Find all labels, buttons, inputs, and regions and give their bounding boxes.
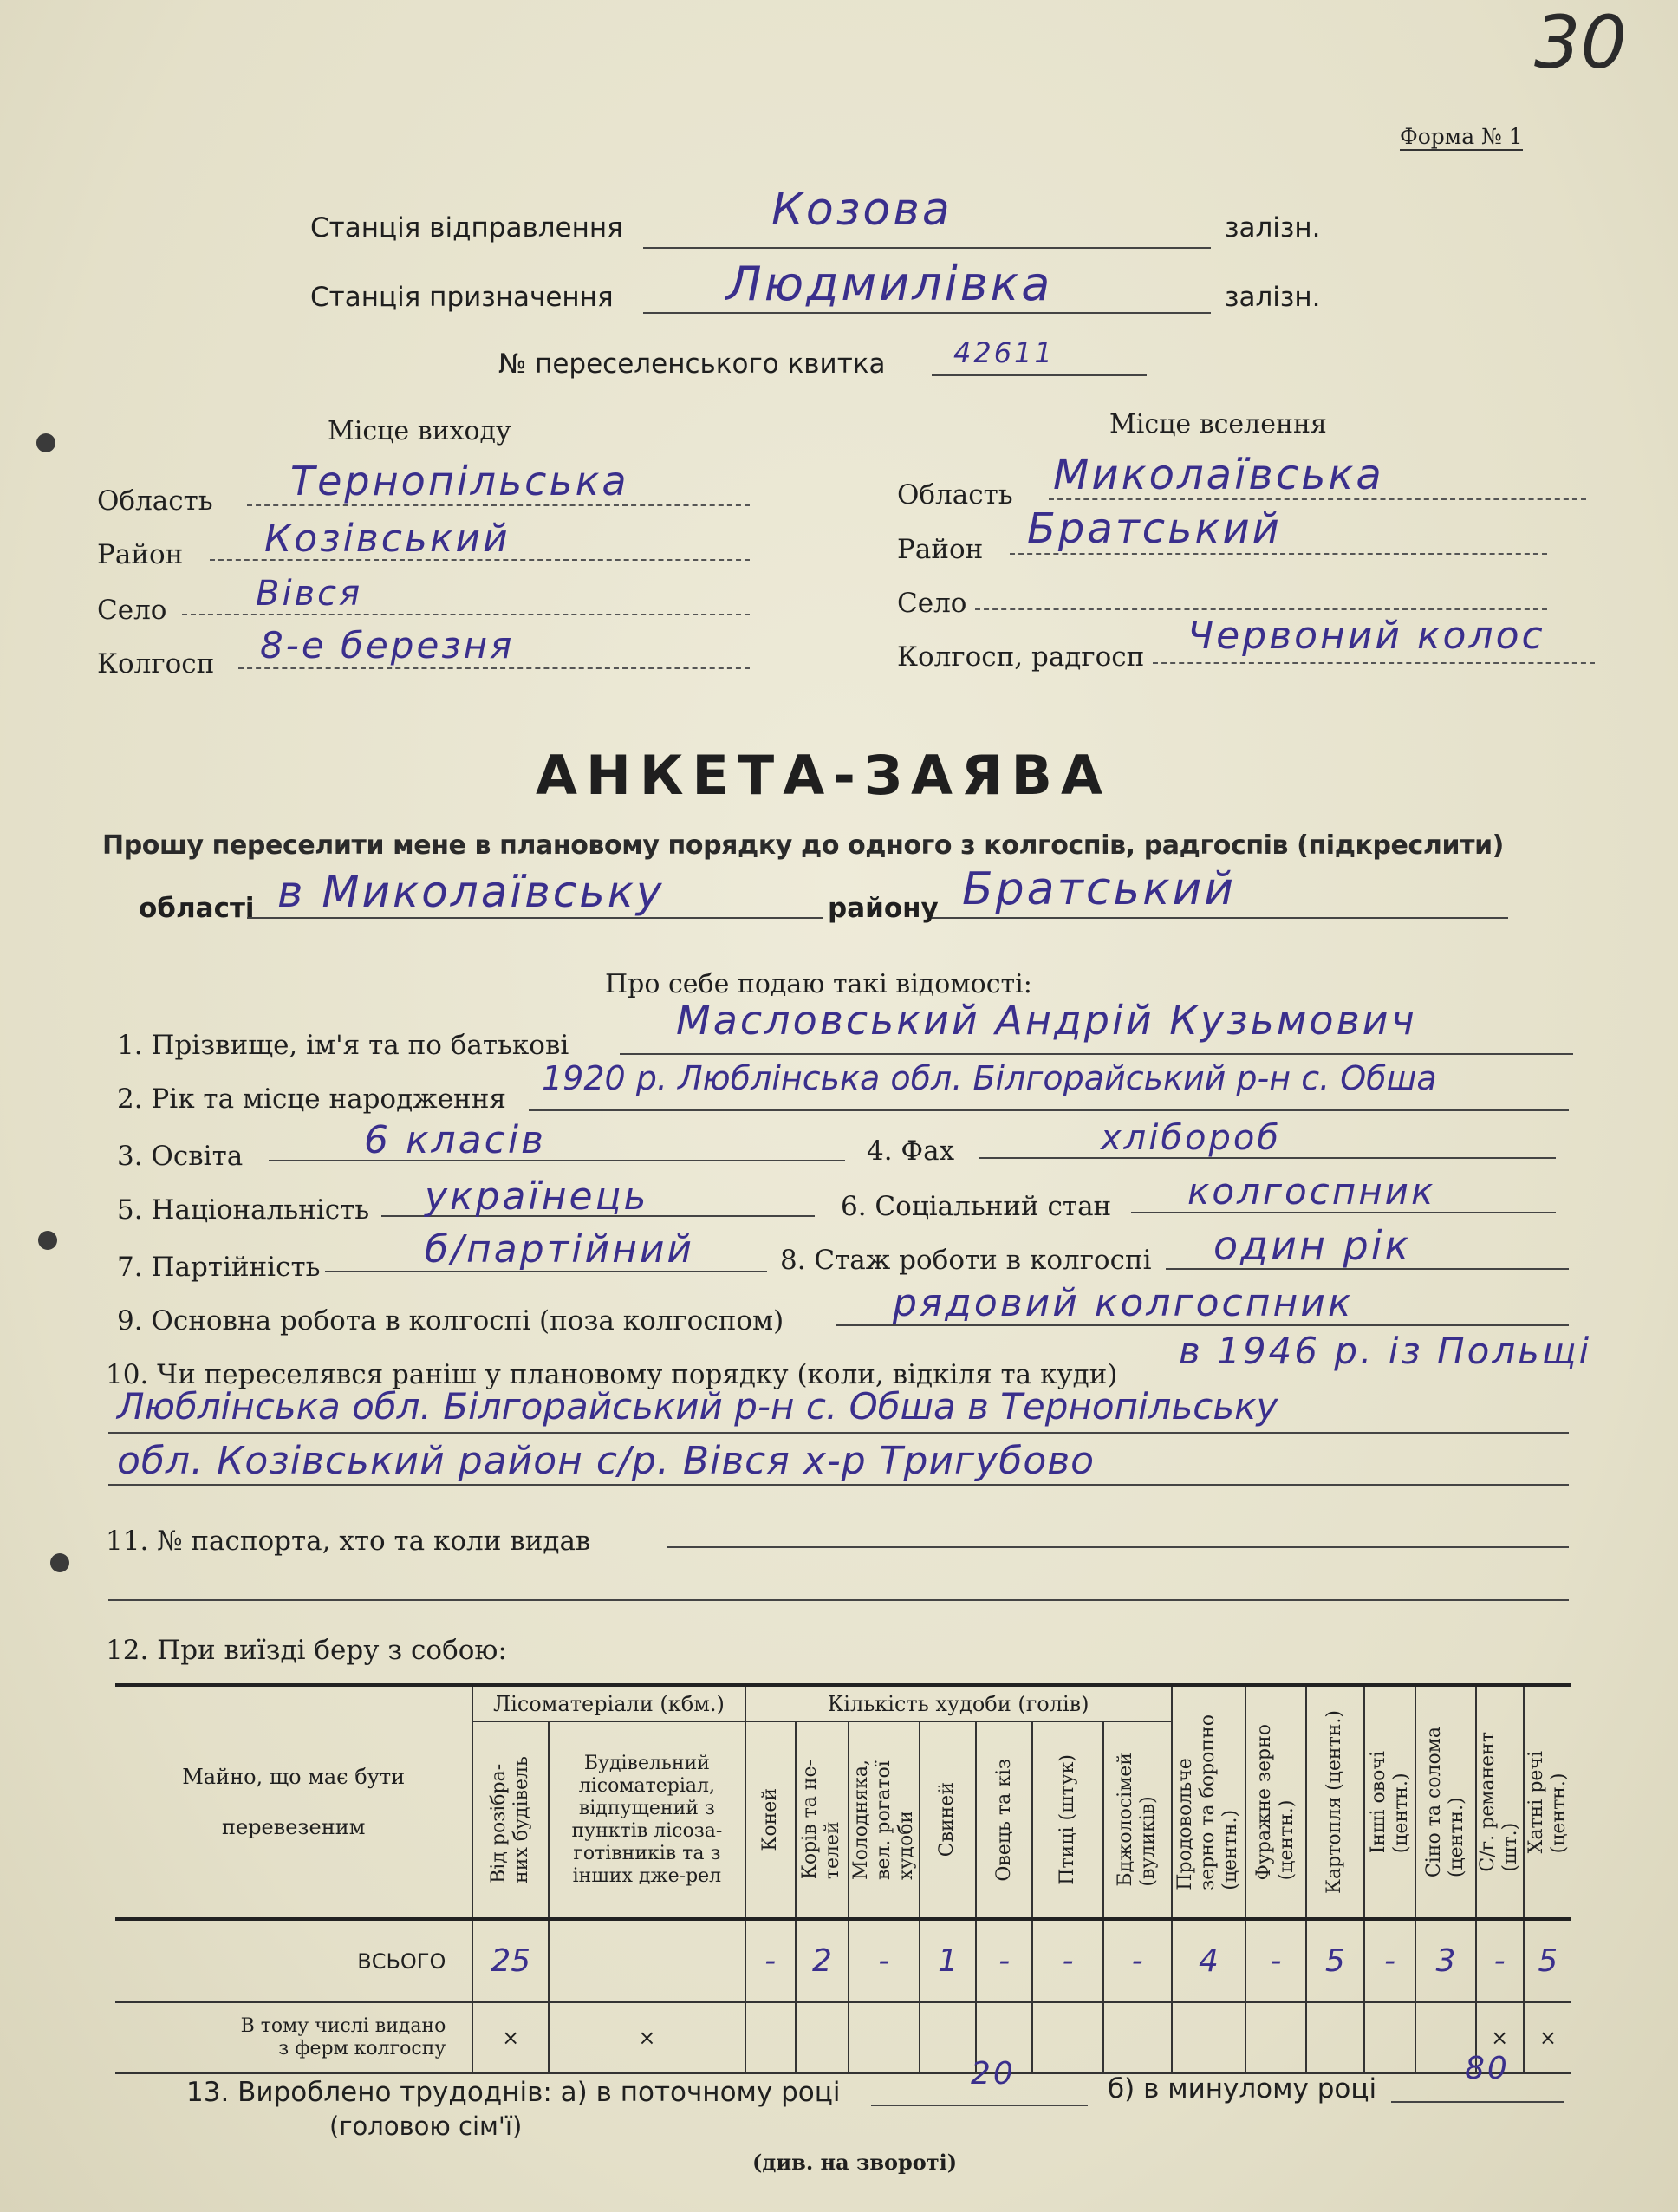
origin-raion-label: Район [97, 539, 184, 570]
table-cell [849, 2002, 920, 2073]
q9-value: рядовий колгоспник [893, 1281, 1354, 1325]
q10-label: 10. Чи переселявся раніш у плановому порядку (коли, відкіля та куди) [106, 1359, 1118, 1390]
workdays-label: 13. Вироблено трудоднів: а) в поточному році [186, 2077, 841, 2108]
timber-group-header: Лісоматеріали (кбм.) [472, 1685, 745, 1721]
workdays-current-value: 20 [971, 2056, 1016, 2092]
origin-raion-value: Козівський [264, 517, 511, 561]
q3-label: 3. Освіта [117, 1141, 244, 1172]
q6-value: колгоспник [1187, 1170, 1436, 1213]
header-poultry: Птиці (штук) [1032, 1721, 1103, 1919]
table-cell: 4 [1172, 1919, 1246, 2002]
table-cell: - [849, 1919, 920, 2002]
destination-oblast-value: Миколаївська [1053, 451, 1384, 499]
header-horses: Коней [745, 1721, 796, 1919]
intro-text: Про себе подаю такі відомості: [605, 969, 1032, 999]
table-cell [920, 2002, 976, 2073]
form-number: Форма № 1 [1400, 124, 1523, 149]
header-sheep-goats: Овець та кіз [976, 1721, 1032, 1919]
footer-note: (див. на звороті) [752, 2150, 958, 2175]
table-cell: 5 [1524, 1919, 1571, 2002]
q10-value-line3: обл. Козівський район с/р. Вівся х-р Тригубово [117, 1439, 1096, 1483]
request-raion-label: району [828, 893, 939, 924]
destination-raion-label: Район [897, 534, 984, 565]
header-hay: Сіно та солома (центн.) [1415, 1685, 1475, 1919]
departure-station-value: Козова [771, 184, 953, 236]
binder-hole [38, 1231, 57, 1250]
header-beehives: Бджолосімей (вуликів) [1103, 1721, 1172, 1919]
q5-label: 5. Національність [117, 1194, 370, 1226]
origin-kolhosp-label: Колгосп [97, 648, 215, 680]
table-cell: 25 [472, 1919, 549, 2002]
destination-suffix: залізн. [1225, 282, 1321, 313]
q3-value: 6 класів [364, 1118, 546, 1162]
workdays-previous-label: б) в минулому році [1108, 2073, 1377, 2105]
origin-selo-label: Село [97, 595, 167, 626]
table-cell [1103, 2002, 1172, 2073]
header-implements: С/г. реманент (шт.) [1476, 1685, 1524, 1919]
ticket-label: № переселенського квитка [498, 348, 886, 380]
workdays-previous-value: 80 [1465, 2051, 1510, 2086]
q8-label: 8. Стаж роботи в колгоспі [780, 1245, 1152, 1276]
origin-kolhosp-value: 8-е березня [260, 624, 515, 667]
belongings-table [115, 1683, 1571, 2074]
request-text: Прошу переселити мене в плановому порядку до одного з колгоспів, радгоспів (підкреслити) [102, 830, 1504, 861]
header-grain: Продовольче зерно та боропно (центн.) [1172, 1685, 1246, 1919]
departure-suffix: залізн. [1225, 212, 1321, 244]
row-total-label: ВСЬОГО [115, 1919, 472, 2002]
origin-selo-value: Вівся [256, 574, 363, 614]
origin-oblast-label: Область [97, 485, 213, 517]
table-cell [1032, 2002, 1103, 2073]
header-potatoes: Картопля (центн.) [1306, 1685, 1364, 1919]
destination-raion-value: Братський [1027, 504, 1282, 553]
departure-station-label: Станція відправлення [310, 212, 623, 244]
origin-heading: Місце виходу [328, 416, 511, 446]
q4-label: 4. Фах [867, 1135, 955, 1167]
table-cell: - [1245, 1919, 1305, 2002]
table-cell: 1 [920, 1919, 976, 2002]
table-cell [1245, 2002, 1305, 2073]
table-cell: × [1524, 2002, 1571, 2073]
table-cell [745, 2002, 796, 2073]
q5-value: українець [425, 1174, 649, 1219]
q10-value-line2: Люблінська обл. Білгорайський р-н с. Обша в Тернопільську [117, 1385, 1278, 1428]
origin-oblast-value: Тернопільська [290, 458, 629, 504]
q7-label: 7. Партійність [117, 1252, 321, 1283]
q9-label: 9. Основна робота в колгоспі (поза колгоспом) [117, 1305, 784, 1337]
binder-hole [50, 1553, 69, 1572]
request-oblast-label: області [139, 893, 255, 924]
workdays-sub: (головою сім'ї) [329, 2111, 523, 2141]
form-title: АНКЕТА-ЗАЯВА [536, 744, 1111, 807]
table-row-total [115, 1919, 1571, 2002]
table-cell [796, 2002, 849, 2073]
destination-kolhosp-label: Колгосп, радгосп [897, 641, 1145, 673]
q8-value: один рік [1213, 1222, 1412, 1269]
destination-heading: Місце вселення [1109, 409, 1327, 439]
table-cell [1172, 2002, 1246, 2073]
property-column-header: Майно, що має бути перевезеним [115, 1685, 472, 1919]
destination-oblast-label: Область [897, 479, 1013, 511]
destination-kolhosp-value: Червоний колос [1187, 614, 1545, 658]
table-cell: × [549, 2002, 745, 2073]
header-pigs: Свиней [920, 1721, 976, 1919]
q4-value: хлібороб [1101, 1118, 1282, 1158]
request-raion-value: Братський [962, 863, 1237, 915]
table-cell: - [1032, 1919, 1103, 2002]
q6-label: 6. Соціальний стан [841, 1191, 1112, 1222]
table-cell: - [745, 1919, 796, 2002]
q2-label: 2. Рік та місце народження [117, 1083, 506, 1115]
table-cell [1364, 2002, 1415, 2073]
table-cell [549, 1919, 745, 2002]
header-feed-grain: Фуражне зерно (центн.) [1245, 1685, 1305, 1919]
header-household: Хатні речі (центн.) [1524, 1685, 1571, 1919]
table-cell: - [1476, 1919, 1524, 2002]
header-young-cattle: Молодняка, вел. рогатої худоби [849, 1721, 920, 1919]
request-oblast-value: в Миколаївську [277, 867, 665, 917]
table-cell: 2 [796, 1919, 849, 2002]
table-cell: × [472, 2002, 549, 2073]
destination-station-value: Людмилівка [726, 257, 1053, 311]
table-cell: × [1476, 2002, 1524, 2073]
table-cell: - [976, 1919, 1032, 2002]
q7-value: б/партійний [425, 1227, 695, 1272]
ticket-value: 42611 [953, 336, 1055, 369]
header-dismantled-buildings: Від розібра- них будівель [472, 1721, 549, 1919]
header-building-timber: Будівельний лісоматеріал, відпущений з пунктів лісоза-готівників та з інших дже-рел [549, 1721, 745, 1919]
table-cell: 3 [1415, 1919, 1475, 2002]
q1-value: Масловський Андрій Кузьмович [676, 997, 1417, 1044]
livestock-group-header: Кількість худоби (голів) [745, 1685, 1172, 1721]
table-cell [1306, 2002, 1364, 2073]
q2-value: 1920 р. Люблінська обл. Білгорайський р-н с. Обша [542, 1059, 1437, 1097]
q10-value-line1: в 1946 р. із Польщі [1179, 1330, 1592, 1372]
q1-label: 1. Прізвище, ім'я та по батькові [117, 1030, 569, 1061]
header-vegetables: Інші овочі (центн.) [1364, 1685, 1415, 1919]
destination-station-label: Станція призначення [310, 282, 614, 313]
destination-selo-label: Село [897, 588, 967, 619]
table-row-farm [115, 2002, 1571, 2073]
header-cows: Корів та не- телей [796, 1721, 849, 1919]
table-cell: - [1364, 1919, 1415, 2002]
row-farm-label: В тому числі видано з ферм колгоспу [115, 2002, 472, 2073]
q12-label: 12. При виїзді беру з собою: [106, 1635, 507, 1666]
q11-label: 11. № паспорта, хто та коли видав [106, 1526, 591, 1557]
binder-hole [36, 433, 55, 452]
table-cell: 5 [1306, 1919, 1364, 2002]
table-cell: - [1103, 1919, 1172, 2002]
page-number: 30 [1534, 0, 1627, 85]
